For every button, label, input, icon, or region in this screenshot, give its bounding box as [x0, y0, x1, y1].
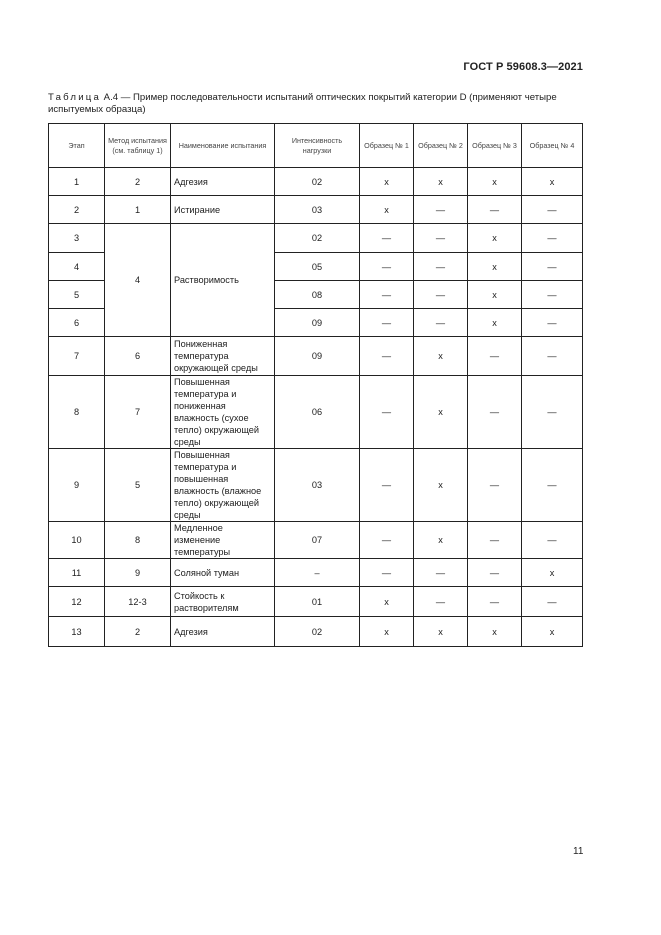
cell-test-name: Стойкость к растворителям: [171, 587, 275, 617]
cell-sample-3: x: [468, 281, 522, 309]
cell-intensity: 02: [275, 617, 360, 647]
cell-stage: 5: [49, 281, 105, 309]
cell-intensity: 05: [275, 253, 360, 281]
cell-intensity: 02: [275, 168, 360, 196]
cell-sample-2: —: [414, 309, 468, 337]
cell-test-name: Адгезия: [171, 617, 275, 647]
page-number: 11: [573, 846, 584, 857]
cell-sample-3: —: [468, 587, 522, 617]
table-row: [49, 617, 583, 647]
cell-stage: 13: [49, 617, 105, 647]
cell-test-name: Медленное изменение температуры: [171, 522, 275, 559]
cell-stage: 2: [49, 196, 105, 224]
cell-sample-2: x: [414, 376, 468, 449]
cell-sample-1: —: [360, 522, 414, 559]
cell-intensity: 02: [275, 224, 360, 253]
cell-sample-3: x: [468, 617, 522, 647]
cell-sample-2: —: [414, 253, 468, 281]
document-id: ГОСТ Р 59608.3—2021: [463, 61, 583, 73]
test-sequence-table: [48, 123, 583, 647]
cell-sample-4: —: [522, 337, 583, 376]
cell-stage: 7: [49, 337, 105, 376]
cell-method: 2: [105, 617, 171, 647]
cell-stage: 8: [49, 376, 105, 449]
cell-sample-1: —: [360, 376, 414, 449]
cell-sample-1: x: [360, 168, 414, 196]
cell-test-name: Адгезия: [171, 168, 275, 196]
cell-intensity: 03: [275, 449, 360, 522]
table-row: [49, 224, 583, 253]
cell-sample-1: —: [360, 224, 414, 253]
cell-sample-1: —: [360, 337, 414, 376]
cell-sample-1: x: [360, 196, 414, 224]
cell-stage: 9: [49, 449, 105, 522]
cell-sample-4: —: [522, 196, 583, 224]
cell-sample-3: x: [468, 224, 522, 253]
cell-intensity: 07: [275, 522, 360, 559]
cell-test-name: Истирание: [171, 196, 275, 224]
cell-test-name: Повышенная температура и пониженная влажность (сухое тепло) окружающей среды: [171, 376, 275, 449]
cell-sample-1: x: [360, 617, 414, 647]
cell-sample-1: x: [360, 587, 414, 617]
cell-stage: 10: [49, 522, 105, 559]
table-row: [49, 559, 583, 587]
cell-sample-4: —: [522, 587, 583, 617]
cell-method: 9: [105, 559, 171, 587]
table-header-row: [49, 124, 583, 168]
cell-method: 1: [105, 196, 171, 224]
table-row: [49, 337, 583, 376]
col-header-method: Метод испытания (см. таблицу 1): [105, 124, 171, 168]
cell-method: 5: [105, 449, 171, 522]
cell-test-name: Соляной туман: [171, 559, 275, 587]
cell-sample-2: —: [414, 559, 468, 587]
cell-intensity: –: [275, 559, 360, 587]
col-header-sample-2: Образец № 2: [414, 124, 468, 168]
cell-sample-2: —: [414, 587, 468, 617]
cell-sample-1: —: [360, 281, 414, 309]
cell-stage: 4: [49, 253, 105, 281]
cell-stage: 3: [49, 224, 105, 253]
cell-sample-3: x: [468, 309, 522, 337]
cell-stage: 6: [49, 309, 105, 337]
cell-intensity: 09: [275, 337, 360, 376]
caption-label: Таблица: [48, 92, 102, 103]
cell-sample-4: x: [522, 617, 583, 647]
col-header-stage: Этап: [49, 124, 105, 168]
cell-intensity: 06: [275, 376, 360, 449]
cell-sample-1: —: [360, 559, 414, 587]
cell-sample-4: —: [522, 281, 583, 309]
cell-method: 4: [105, 224, 171, 337]
cell-sample-4: —: [522, 309, 583, 337]
cell-method: 12-3: [105, 587, 171, 617]
cell-sample-3: —: [468, 376, 522, 449]
cell-sample-4: —: [522, 224, 583, 253]
table-row: [49, 376, 583, 449]
cell-sample-2: x: [414, 449, 468, 522]
cell-method: 7: [105, 376, 171, 449]
cell-sample-2: x: [414, 522, 468, 559]
cell-sample-4: —: [522, 253, 583, 281]
cell-sample-4: —: [522, 449, 583, 522]
cell-stage: 12: [49, 587, 105, 617]
cell-sample-3: x: [468, 168, 522, 196]
cell-test-name: Повышенная температура и повышенная влажность (влажное тепло) окружающей среды: [171, 449, 275, 522]
cell-sample-3: —: [468, 559, 522, 587]
cell-sample-2: —: [414, 281, 468, 309]
cell-sample-3: —: [468, 449, 522, 522]
cell-method: 2: [105, 168, 171, 196]
cell-sample-1: —: [360, 253, 414, 281]
cell-sample-1: —: [360, 449, 414, 522]
cell-sample-4: —: [522, 522, 583, 559]
cell-sample-2: x: [414, 617, 468, 647]
cell-method: 8: [105, 522, 171, 559]
cell-sample-2: x: [414, 337, 468, 376]
cell-intensity: 09: [275, 309, 360, 337]
table-row: [49, 522, 583, 559]
table-row: [49, 168, 583, 196]
cell-sample-3: x: [468, 253, 522, 281]
cell-intensity: 08: [275, 281, 360, 309]
col-header-intensity: Интенсивность нагрузки: [275, 124, 360, 168]
col-header-name: Наименование испытания: [171, 124, 275, 168]
cell-sample-4: x: [522, 559, 583, 587]
cell-sample-3: —: [468, 196, 522, 224]
cell-stage: 1: [49, 168, 105, 196]
cell-intensity: 03: [275, 196, 360, 224]
table-row: [49, 449, 583, 522]
cell-test-name: Пониженная температура окружающей среды: [171, 337, 275, 376]
cell-intensity: 01: [275, 587, 360, 617]
cell-method: 6: [105, 337, 171, 376]
table-row: [49, 196, 583, 224]
cell-sample-2: —: [414, 224, 468, 253]
table-row: [49, 587, 583, 617]
cell-sample-2: x: [414, 168, 468, 196]
cell-sample-3: —: [468, 337, 522, 376]
cell-sample-4: —: [522, 376, 583, 449]
cell-stage: 11: [49, 559, 105, 587]
col-header-sample-1: Образец № 1: [360, 124, 414, 168]
cell-sample-3: —: [468, 522, 522, 559]
col-header-sample-4: Образец № 4: [522, 124, 583, 168]
cell-sample-2: —: [414, 196, 468, 224]
caption-text: А.4 — Пример последовательности испытаний оптических покрытий категории D (применяют четыре испытуемых образца): [48, 92, 557, 115]
cell-test-name: Растворимость: [171, 224, 275, 337]
col-header-sample-3: Образец № 3: [468, 124, 522, 168]
table-caption: [48, 92, 584, 116]
cell-sample-4: x: [522, 168, 583, 196]
cell-sample-1: —: [360, 309, 414, 337]
